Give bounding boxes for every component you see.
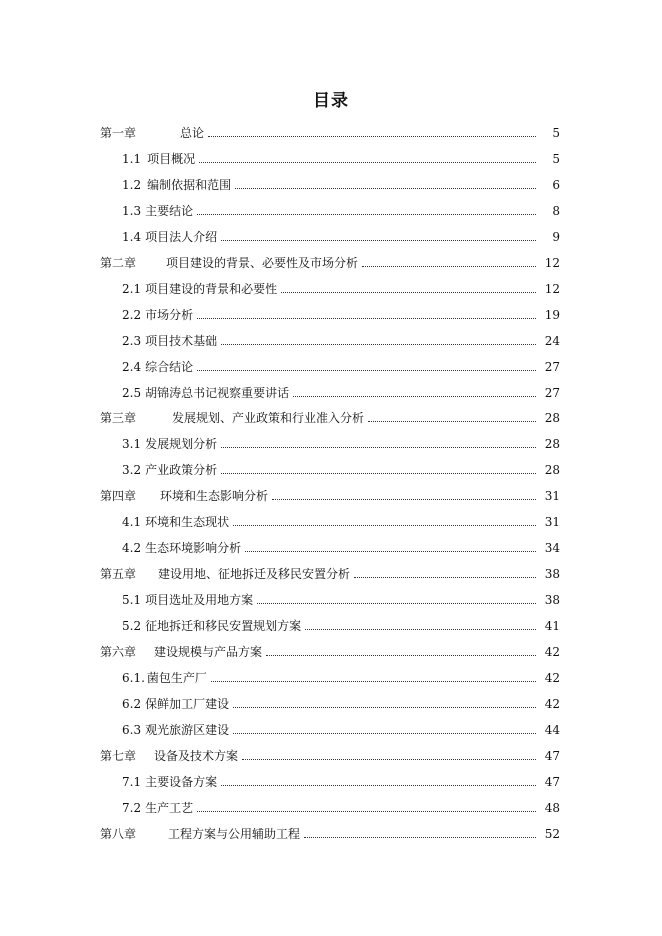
toc-entry-number: 第七章 (100, 749, 137, 763)
dot-leader (233, 525, 536, 526)
toc-entry-page-number: 31 (544, 515, 560, 529)
toc-entry-label (122, 282, 277, 296)
toc-entry-page-number: 34 (544, 541, 560, 555)
toc-entry-label (122, 697, 229, 711)
toc-entry-number: 1.1 (122, 152, 142, 166)
dot-leader (221, 473, 536, 474)
toc-entry-title: 菌包生产厂 (146, 671, 207, 685)
toc-entry-page-number: 19 (544, 308, 560, 322)
toc-entry-title: 观光旅游区建设 (145, 723, 230, 737)
toc-entry-label (122, 801, 193, 815)
toc-entry-number: 2.1 (122, 282, 142, 296)
toc-entry-label (122, 437, 217, 451)
toc-section-row[interactable] (122, 324, 560, 348)
toc-entry-number: 第四章 (100, 489, 137, 503)
toc-section-row[interactable] (122, 220, 560, 244)
dot-leader (197, 318, 536, 319)
toc-entry-page-number: 38 (544, 567, 560, 581)
toc-entry-title: 项目法人介绍 (145, 230, 218, 244)
toc-section-row[interactable] (122, 505, 560, 529)
toc-chapter-row[interactable] (100, 817, 560, 841)
toc-entry-label (122, 541, 241, 555)
toc-entry-title: 综合结论 (145, 360, 194, 374)
toc-entry-number: 第一章 (100, 126, 137, 140)
dot-leader (293, 396, 536, 397)
toc-entry-label (122, 593, 253, 607)
toc-entry-page-number: 28 (544, 437, 560, 451)
toc-entry-page-number: 52 (544, 827, 560, 841)
dot-leader (197, 370, 536, 371)
toc-entry-page-number: 47 (544, 749, 560, 763)
dot-leader (235, 188, 536, 189)
toc-entry-page-number: 38 (544, 593, 560, 607)
toc-entry-title: 发展规划、产业政策和行业准入分析 (172, 411, 365, 425)
dot-leader (305, 629, 536, 630)
dot-leader (233, 733, 536, 734)
toc-entry-label (122, 334, 217, 348)
toc-entry-page-number: 5 (552, 126, 560, 140)
toc-entry-label (100, 827, 300, 841)
toc-entry-label (122, 723, 229, 737)
toc-entry-page-number: 44 (544, 723, 560, 737)
toc-chapter-row[interactable] (100, 116, 560, 140)
dot-leader (266, 655, 536, 656)
toc-entry-title: 工程方案与公用辅助工程 (168, 827, 301, 841)
toc-entry-page-number: 27 (544, 360, 560, 374)
toc-entry-number: 7.2 (122, 801, 142, 815)
toc-section-row[interactable] (122, 272, 560, 296)
toc-chapter-row[interactable] (100, 401, 560, 425)
toc-entry-page-number: 48 (544, 801, 560, 815)
toc-entry-number: 6.2 (122, 697, 142, 711)
toc-entry-number: 1.2 (122, 178, 142, 192)
toc-section-row[interactable] (122, 350, 560, 374)
toc-section-row[interactable] (122, 427, 560, 451)
toc-section-row[interactable] (122, 194, 560, 218)
dot-leader (368, 421, 536, 422)
toc-entry-label (122, 152, 195, 166)
dot-leader (221, 344, 536, 345)
toc-section-row[interactable] (122, 687, 560, 711)
toc-section-row[interactable] (122, 453, 560, 477)
toc-entry-page-number: 42 (544, 671, 560, 685)
dot-leader (354, 577, 536, 578)
toc-chapter-row[interactable] (100, 557, 560, 581)
toc-entry-number: 第五章 (100, 567, 137, 581)
toc-entry-title: 主要结论 (145, 204, 194, 218)
toc-entry-label (100, 489, 268, 503)
toc-entry-page-number: 27 (544, 386, 560, 400)
dot-leader (362, 266, 536, 267)
toc-entry-page-number: 42 (544, 645, 560, 659)
toc-entry-number: 1.3 (122, 204, 142, 218)
toc-entry-number: 4.1 (122, 515, 142, 529)
toc-entry-page-number: 5 (552, 152, 560, 166)
toc-entry-number: 5.1 (122, 593, 142, 607)
dot-leader (221, 447, 536, 448)
toc-entry-title: 市场分析 (145, 308, 194, 322)
toc-entry-label (122, 463, 217, 477)
toc-section-row[interactable] (122, 142, 560, 166)
toc-entry-label (122, 619, 301, 633)
toc-entry-page-number: 28 (544, 411, 560, 425)
toc-entry-label (122, 386, 289, 400)
toc-section-row[interactable] (122, 765, 560, 789)
toc-entry-page-number: 28 (544, 463, 560, 477)
toc-entry-title: 编制依据和范围 (147, 178, 232, 192)
toc-entry-label (122, 204, 193, 218)
toc-entry-number: 第三章 (100, 411, 137, 425)
toc-entry-label (100, 567, 350, 581)
toc-entry-label (100, 645, 262, 659)
toc-entry-number: 2.4 (122, 360, 142, 374)
toc-entry-label (122, 360, 193, 374)
toc-section-row[interactable] (122, 531, 560, 555)
toc-section-row[interactable] (122, 791, 560, 815)
dot-leader (199, 162, 536, 163)
toc-entry-title: 生产工艺 (145, 801, 194, 815)
toc-chapter-row[interactable] (100, 739, 560, 763)
toc-entry-label (122, 671, 207, 685)
toc-entry-title: 征地拆迁和移民安置规划方案 (145, 619, 302, 633)
toc-entry-title: 胡锦涛总书记视察重要讲话 (145, 386, 290, 400)
toc-entry-label (122, 308, 193, 322)
toc-chapter-row[interactable] (100, 635, 560, 659)
toc-entry-title: 建设用地、征地拆迁及移民安置分析 (158, 567, 351, 581)
toc-entry-title: 环境和生态现状 (145, 515, 230, 529)
toc-entry-title: 项目建设的背景、必要性及市场分析 (166, 256, 359, 270)
toc-entry-number: 4.2 (122, 541, 142, 555)
toc-entry-number: 6.1. (122, 671, 145, 685)
toc-entry-title: 项目建设的背景和必要性 (145, 282, 278, 296)
toc-entry-title: 产业政策分析 (145, 463, 218, 477)
toc-entry-label (122, 515, 229, 529)
toc-entry-label (100, 411, 364, 425)
toc-section-row[interactable] (122, 713, 560, 737)
dot-leader (304, 837, 536, 838)
toc-entry-label (122, 775, 217, 789)
toc-entry-number: 第六章 (100, 645, 137, 659)
toc-entry-title: 环境和生态影响分析 (160, 489, 269, 503)
toc-chapter-row[interactable] (100, 246, 560, 270)
toc-section-row[interactable] (122, 298, 560, 322)
toc-entry-title: 设备及技术方案 (154, 749, 239, 763)
toc-entry-title: 主要设备方案 (145, 775, 218, 789)
toc-entry-title: 项目概况 (147, 152, 196, 166)
toc-entry-page-number: 6 (552, 178, 560, 192)
toc-entry-title: 发展规划分析 (145, 437, 218, 451)
toc-entry-page-number: 41 (544, 619, 560, 633)
toc-entry-page-number: 12 (544, 282, 560, 296)
toc-section-row[interactable] (122, 168, 560, 192)
toc-entry-label (122, 230, 217, 244)
toc-entry-page-number: 31 (544, 489, 560, 503)
toc-entry-number: 1.4 (122, 230, 142, 244)
dot-leader (211, 681, 536, 682)
toc-entry-page-number: 12 (544, 256, 560, 270)
toc-entry-title: 项目选址及用地方案 (145, 593, 254, 607)
toc-entry-title: 生态环境影响分析 (145, 541, 242, 555)
toc-entry-label (100, 126, 204, 140)
toc-entry-number: 5.2 (122, 619, 142, 633)
toc-entry-label (100, 749, 238, 763)
toc-entry-number: 2.5 (122, 386, 142, 400)
toc-entry-number: 3.1 (122, 437, 142, 451)
toc-entry-label (100, 256, 358, 270)
toc-section-row[interactable] (122, 583, 560, 607)
dot-leader (245, 551, 536, 552)
toc-entry-page-number: 9 (552, 230, 560, 244)
toc-chapter-row[interactable] (100, 479, 560, 503)
toc-entry-number: 第八章 (100, 827, 137, 841)
dot-leader (221, 785, 536, 786)
toc-entry-number: 7.1 (122, 775, 142, 789)
dot-leader (233, 707, 536, 708)
toc-entry-number: 第二章 (100, 256, 137, 270)
toc-section-row[interactable] (122, 609, 560, 633)
toc-entry-page-number: 8 (552, 204, 560, 218)
toc-entry-number: 6.3 (122, 723, 142, 737)
toc-title: 目录 (313, 91, 349, 111)
toc-entry-page-number: 24 (544, 334, 560, 348)
toc-section-row[interactable] (122, 661, 560, 685)
dot-leader (208, 136, 536, 137)
toc-entry-title: 建设规模与产品方案 (154, 645, 263, 659)
dot-leader (281, 292, 536, 293)
dot-leader (272, 499, 536, 500)
toc-entry-title: 总论 (180, 126, 205, 140)
toc-section-row[interactable] (122, 376, 560, 400)
toc-entry-title: 项目技术基础 (145, 334, 218, 348)
toc-entry-page-number: 42 (544, 697, 560, 711)
dot-leader (242, 759, 536, 760)
toc-entry-number: 3.2 (122, 463, 142, 477)
toc-entry-title: 保鲜加工厂建设 (145, 697, 230, 711)
toc-entry-label (122, 178, 231, 192)
toc-entry-page-number: 47 (544, 775, 560, 789)
dot-leader (197, 811, 536, 812)
toc-entry-number: 2.2 (122, 308, 142, 322)
dot-leader (221, 240, 536, 241)
dot-leader (197, 214, 536, 215)
toc-entry-number: 2.3 (122, 334, 142, 348)
dot-leader (257, 603, 536, 604)
